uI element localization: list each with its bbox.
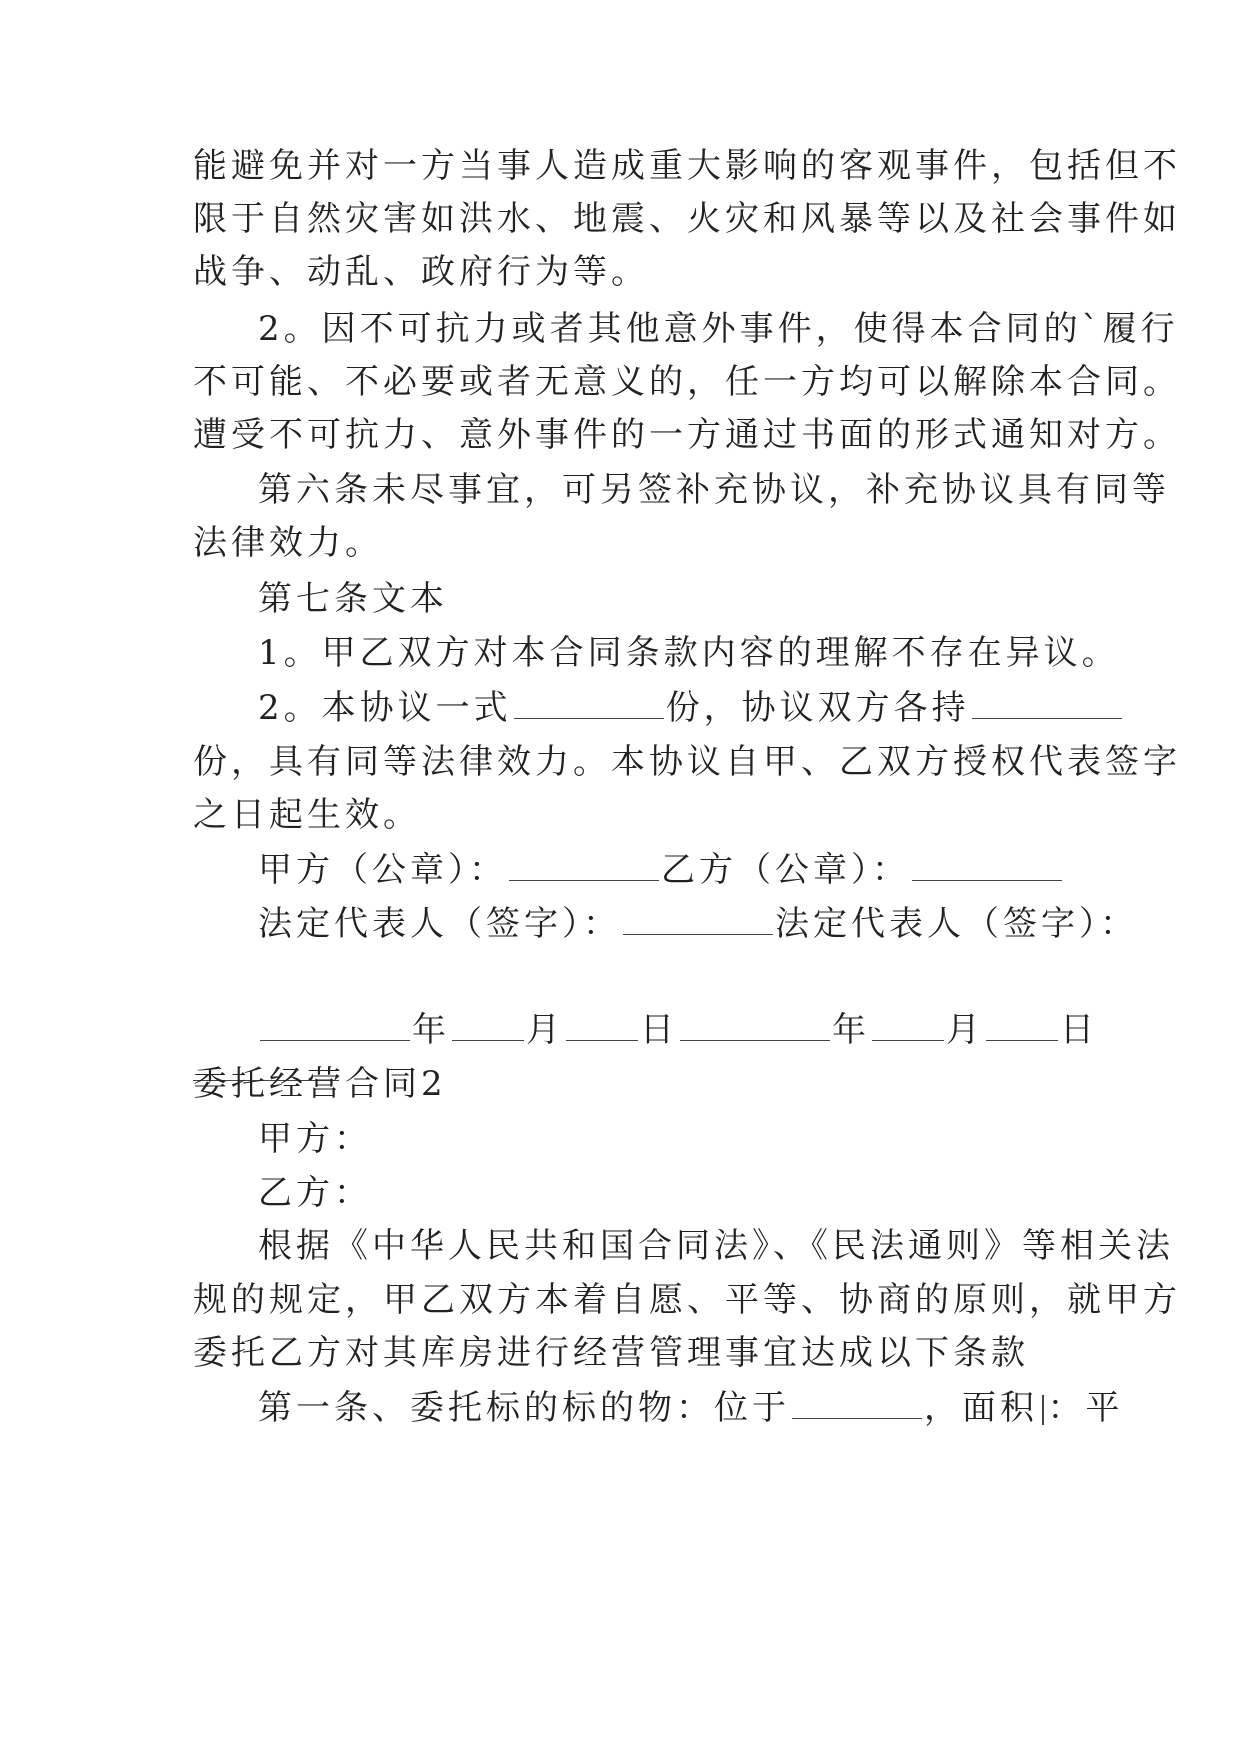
paragraph-line: 委托乙方对其库房进行经营管理事宜达成以下条款 <box>193 1333 1029 1373</box>
representative-line <box>258 904 1138 944</box>
paragraph-line: 规的规定，甲乙双方本着自愿、平等、协商的原则，就甲方 <box>193 1280 1181 1320</box>
location-blank[interactable] <box>792 1388 922 1419</box>
paragraph-line: 之日起生效。 <box>193 795 421 835</box>
party-b-rep-label: 法定代表人（签字）： <box>775 904 1138 944</box>
copies-text: 份，协议双方各持 <box>665 688 970 728</box>
area-unit-text: ：平 <box>1047 1388 1124 1428</box>
paragraph-line: 遭受不可抗力、意外事件的一方通过书面的形式通知对方。 <box>193 415 1181 455</box>
year-label: 年 <box>412 1010 450 1050</box>
paragraph-line: 2。因不可抗力或者其他意外事件，使得本合同的`履行 <box>258 309 1179 349</box>
day-label: 日 <box>640 1010 678 1050</box>
paragraph-line: 不可能、不必要或者无意义的，任一方均可以解除本合同。 <box>193 362 1181 402</box>
party-a-rep-label: 法定代表人（签字）： <box>258 904 621 944</box>
paragraph-line: 战争、动乱、政府行为等。 <box>193 252 649 292</box>
day-blank[interactable] <box>986 1010 1058 1041</box>
copies-count-blank[interactable] <box>514 688 664 719</box>
article-one-text: 第一条、委托标的标的物：位于 <box>258 1388 790 1428</box>
party-b-label: 乙方： <box>258 1173 372 1213</box>
date-line <box>258 1010 1138 1050</box>
party-a-seal-label: 甲方（公章）： <box>258 850 507 890</box>
day-label: 日 <box>1060 1010 1098 1050</box>
party-a-rep-blank[interactable] <box>623 904 773 935</box>
paragraph-line: 份，具有同等法律效力。本协议自甲、乙双方授权代表签字 <box>193 742 1181 782</box>
party-b-seal-blank[interactable] <box>912 850 1062 881</box>
day-blank[interactable] <box>566 1010 638 1041</box>
seal-line <box>258 850 1138 890</box>
year-blank[interactable] <box>680 1010 830 1041</box>
month-blank[interactable] <box>872 1010 944 1041</box>
party-b-seal-label: 乙方（公章）： <box>661 850 910 890</box>
paragraph-line: 根据《中华人民共和国合同法》、《民法通则》等相关法 <box>258 1226 1174 1266</box>
article-one-line <box>258 1388 1138 1428</box>
year-label: 年 <box>832 1010 870 1050</box>
area-label: ，面积 <box>924 1388 1038 1428</box>
copies-held-blank[interactable] <box>972 688 1122 719</box>
text-cursor <box>1042 1395 1044 1425</box>
party-a-seal-blank[interactable] <box>509 850 659 881</box>
paragraph-line: 限于自然灾害如洪水、地震、火灾和风暴等以及社会事件如 <box>193 199 1181 239</box>
paragraph-line: 1。甲乙双方对本合同条款内容的理解不存在异议。 <box>258 633 1120 673</box>
party-a-label: 甲方： <box>258 1119 372 1159</box>
month-blank[interactable] <box>452 1010 524 1041</box>
article-seven-heading: 第七条文本 <box>258 579 448 619</box>
contract-title: 委托经营合同2 <box>193 1064 447 1104</box>
paragraph-line: 法律效力。 <box>193 523 383 563</box>
year-blank[interactable] <box>260 1010 410 1041</box>
month-label: 月 <box>946 1010 984 1050</box>
article-six-line: 第六条未尽事宜，可另签补充协议，补充协议具有同等 <box>258 470 1170 510</box>
paragraph-line: 能避免并对一方当事人造成重大影响的客观事件，包括但不 <box>193 146 1181 186</box>
copies-text: 2。本协议一式 <box>258 688 512 728</box>
copies-line <box>258 688 1138 728</box>
month-label: 月 <box>526 1010 564 1050</box>
